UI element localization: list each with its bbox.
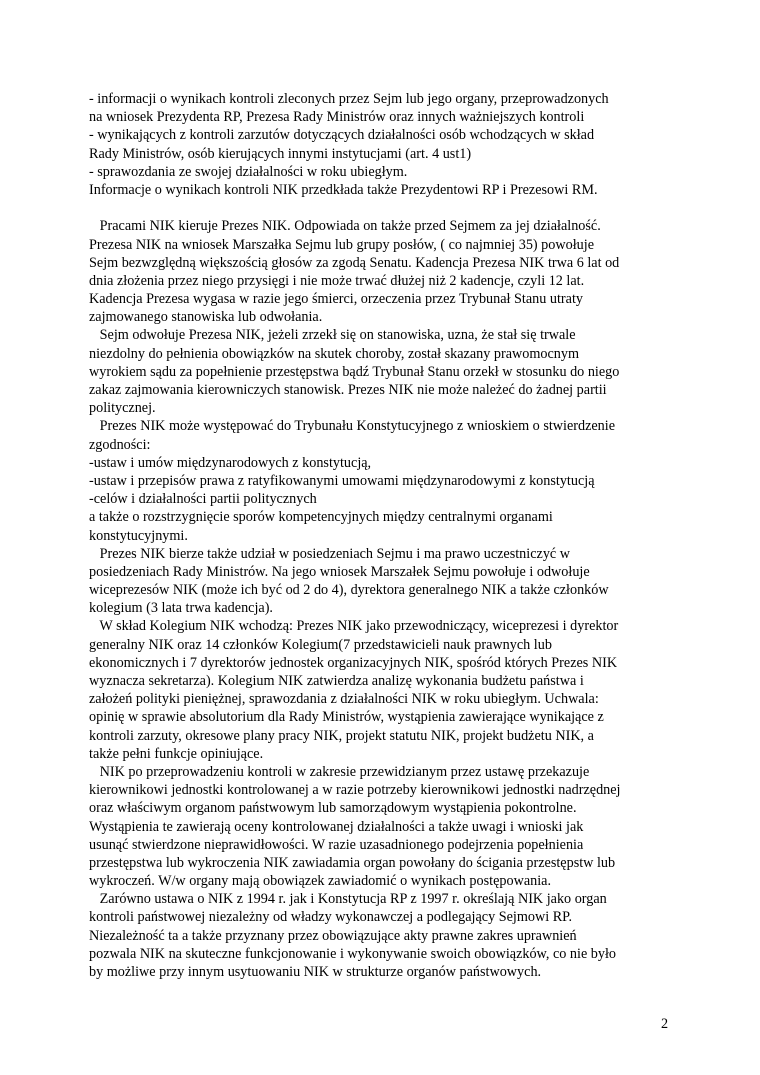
text-line: Kadencja Prezesa wygasa w razie jego śmierci, orzeczenia przez Trybunał Stanu utraty [89,291,583,308]
text-line: Wystąpienia te zawierają oceny kontrolowanej działalności a także uwagi i wnioski jak [89,818,584,835]
text-line: Pracami NIK kieruje Prezes NIK. Odpowiada on także przed Sejmem za jej działalność. [89,218,601,235]
text-line: by możliwe przy innym usytuowaniu NIK w strukturze organów państwowych. [89,964,542,980]
text-line: -ustaw i umów międzynarodowych z konstytucją, [89,454,372,471]
text-line: zgodności: [89,436,151,453]
intro-list-section [89,90,679,199]
text-line: dnia złożenia przez niego przysięgi i nie może trwać dłużej niż 2 kadencje, czyli 12 lat. [89,272,585,289]
text-line: wiceprezesów NIK (może ich być od 2 do 4), dyrektora generalnego NIK a także członków [89,582,609,599]
text-line: -ustaw i przepisów prawa z ratyfikowanymi umowami międzynarodowymi z konstytucją [89,472,595,489]
text-line: Zarówno ustawa o NIK z 1994 r. jak i Konstytucja RP z 1997 r. określają NIK jako organ [89,891,607,908]
text-line: przestępstwa lub wykroczenia NIK zawiadamia organ powołany do ścigania przestępstw lub [89,854,616,871]
text-line: kierownikowi jednostki kontrolowanej a w razie potrzeby kierownikowi jednostki nadrzędnej [89,782,621,799]
text-line: kolegium (3 lata trwa kadencja). [89,600,273,617]
document-body [89,90,679,981]
text-line: zakaz zajmowania kierowniczych stanowisk. Prezes NIK nie może należeć do żadnej partii [89,382,607,398]
text-line: wyznacza sekretarza). Kolegium NIK zatwierdza analizę wykonania budżetu państwa i [89,673,584,689]
text-line: Prezes NIK bierze także udział w posiedzeniach Sejmu i ma prawo uczestniczyć w [89,545,570,562]
text-line: oraz właściwym organom państwowym lub samorządowym wystąpienia pokontrolne. [89,800,577,817]
text-line: pozwala NIK na skuteczne funkcjonowanie i wykonywanie swoich obowiązków, co nie było [89,945,617,962]
text-line: politycznej. [89,400,156,417]
text-line: - informacji o wynikach kontroli zleconych przez Sejm lub jego organy, przeprowadzonych [89,91,609,107]
text-line: opinię w sprawie absolutorium dla Rady Ministrów, wystąpienia zawierające wynikające z [89,709,604,726]
text-line: Informacje o wynikach kontroli NIK przedkłada także Prezydentowi RP i Prezesowi RM. [89,181,598,198]
text-line: Prezes NIK może występować do Trybunału Konstytucyjnego z wnioskiem o stwierdzenie [89,418,616,435]
text-line: założeń polityki pieniężnej, sprawozdania z działalności NIK w roku ubiegłym. Uchwala: [89,691,599,708]
page-number: 2 [661,1016,669,1032]
text-line: ekonomicznych i 7 dyrektorów jednostek organizacyjnych NIK, spośród których Prezes NIK [89,654,618,671]
text-line: Sejm odwołuje Prezesa NIK, jeżeli zrzekł się on stanowiska, uzna, że stał się trwale [89,327,576,344]
text-line: -celów i działalności partii politycznych [89,491,317,508]
text-line: - wynikających z kontroli zarzutów dotyczących działalności osób wchodzących w skład [89,127,595,144]
text-line: a także o rozstrzygnięcie sporów kompetencyjnych między centralnymi organami [89,509,553,526]
text-line: kontroli państwowej niezależny od władzy wykonawczej a podlegający Sejmowi RP. [89,909,573,926]
text-line: zajmowanego stanowiska lub odwołania. [89,309,323,326]
text-line: wyrokiem sądu za popełnienie przestępstwa bądź Trybunał Stanu orzekł w stosunku do niego [89,363,620,380]
text-line: niezdolny do pełnienia obowiązków na skutek choroby, został skazany prawomocnym [89,345,579,362]
paragraph-spacer [89,199,679,217]
text-line: Niezależność ta a także przyznany przez obowiązujące akty prawne zakres uprawnień [89,927,577,944]
main-text-section [89,217,679,981]
text-line: na wniosek Prezydenta RP, Prezesa Rady Ministrów oraz innych ważniejszych kontroli [89,109,585,126]
text-line: W skład Kolegium NIK wchodzą: Prezes NIK jako przewodniczący, wiceprezesi i dyrektor [89,618,619,635]
text-line: kontroli zarzuty, okresowe plany pracy NIK, projekt statutu NIK, projekt budżetu NIK, a [89,727,594,744]
text-line: Sejm bezwzględną większością głosów za zgodą Senatu. Kadencja Prezesa NIK trwa 6 lat od [89,254,620,271]
text-line: - sprawozdania ze swojej działalności w roku ubiegłym. [89,163,408,180]
text-line: Prezesa NIK na wniosek Marszałka Sejmu lub grupy posłów, ( co najmniej 35) powołuje [89,236,594,253]
text-line: generalny NIK oraz 14 członków Kolegium(7 przedstawicieli nauk prawnych lub [89,636,552,653]
text-line: wykroczeń. W/w organy mają obowiązek zawiadomić o wynikach postępowania. [89,873,551,890]
text-line: posiedzeniach Rady Ministrów. Na jego wniosek Marszałek Sejmu powołuje i odwołuje [89,563,590,580]
text-line: także pełni funkcje opiniujące. [89,745,264,762]
text-line: konstytucyjnymi. [89,527,188,544]
text-line: NIK po przeprowadzeniu kontroli w zakresie przewidzianym przez ustawę przekazuje [89,763,590,780]
text-line: usunąć stwierdzone nieprawidłowości. W razie uzasadnionego podejrzenia popełnienia [89,836,584,853]
text-line: Rady Ministrów, osób kierujących innymi instytucjami (art. 4 ust1) [89,145,472,162]
